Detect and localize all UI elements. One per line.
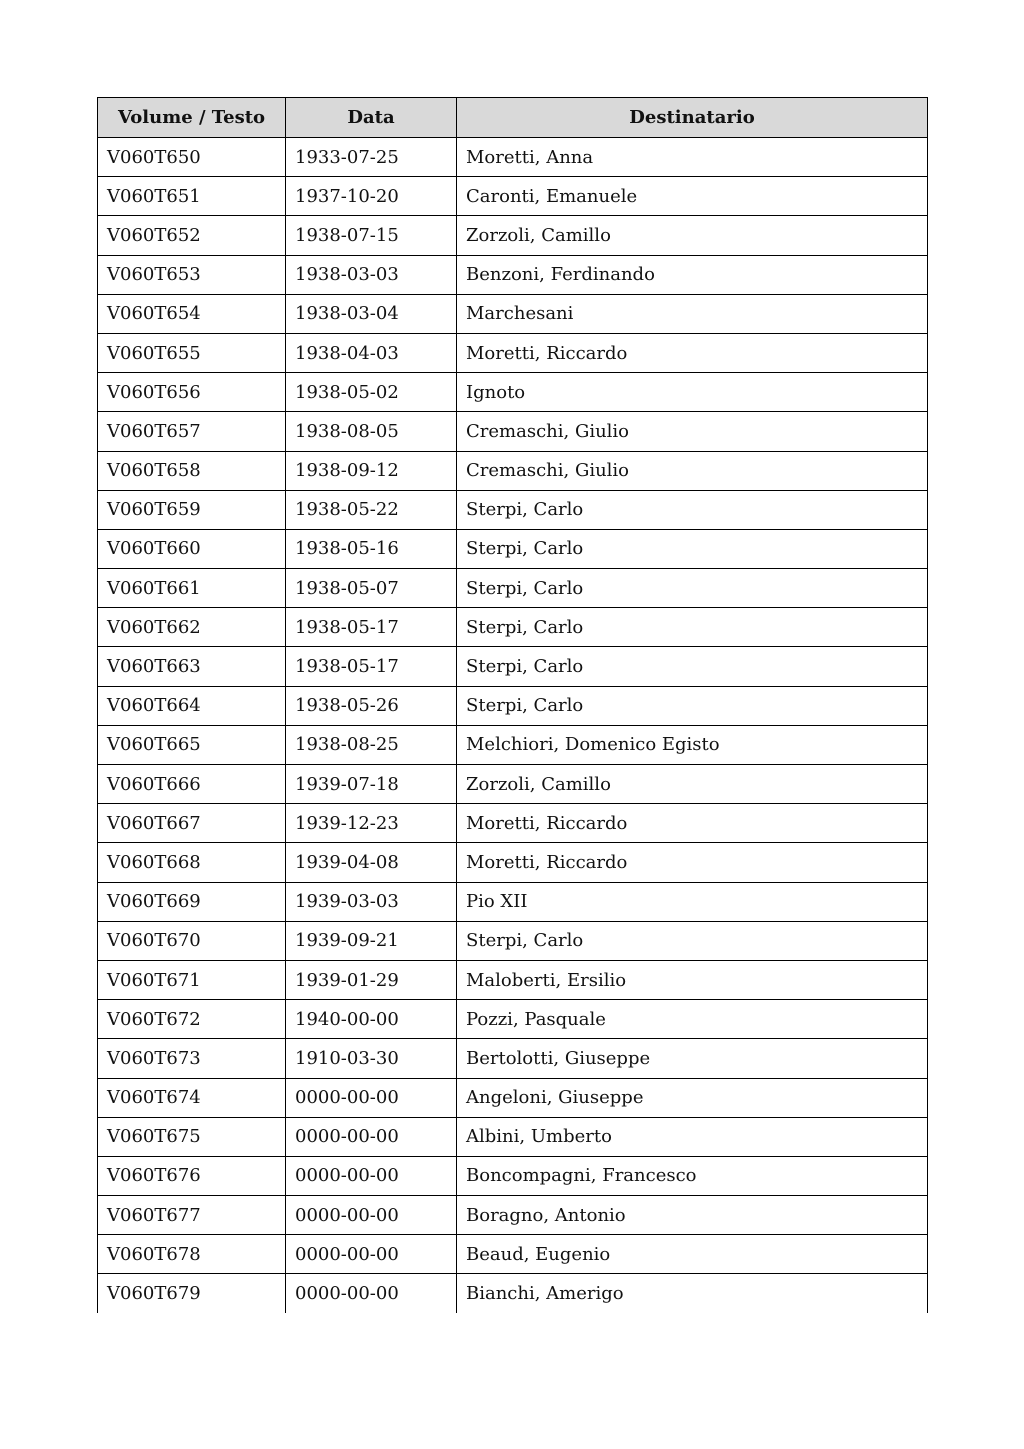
cell-data: 1940-00-00 — [286, 1000, 457, 1039]
cell-destinatario: Sterpi, Carlo — [457, 608, 928, 647]
table-row — [98, 1039, 928, 1078]
cell-volume-testo: V060T679 — [98, 1274, 286, 1313]
cell-destinatario: Moretti, Riccardo — [457, 804, 928, 843]
cell-destinatario: Albini, Umberto — [457, 1117, 928, 1156]
cell-data: 1910-03-30 — [286, 1039, 457, 1078]
cell-destinatario: Pio XII — [457, 882, 928, 921]
cell-data: 0000-00-00 — [286, 1156, 457, 1195]
cell-data: 1939-01-29 — [286, 960, 457, 999]
header-data: Data — [286, 98, 457, 138]
cell-destinatario: Bianchi, Amerigo — [457, 1274, 928, 1313]
cell-data: 1938-03-04 — [286, 294, 457, 333]
cell-destinatario: Marchesani — [457, 294, 928, 333]
cell-volume-testo: V060T667 — [98, 804, 286, 843]
cell-destinatario: Moretti, Riccardo — [457, 843, 928, 882]
cell-volume-testo: V060T678 — [98, 1235, 286, 1274]
table-row — [98, 882, 928, 921]
cell-volume-testo: V060T656 — [98, 373, 286, 412]
cell-destinatario: Benzoni, Ferdinando — [457, 255, 928, 294]
table-row — [98, 490, 928, 529]
table-body — [98, 138, 928, 1314]
table-row — [98, 804, 928, 843]
cell-volume-testo: V060T670 — [98, 921, 286, 960]
table-row — [98, 1000, 928, 1039]
cell-volume-testo: V060T657 — [98, 412, 286, 451]
table-row — [98, 412, 928, 451]
table-row — [98, 373, 928, 412]
cell-volume-testo: V060T664 — [98, 686, 286, 725]
cell-data: 1933-07-25 — [286, 138, 457, 177]
table-row — [98, 1196, 928, 1235]
cell-volume-testo: V060T660 — [98, 529, 286, 568]
cell-destinatario: Cremaschi, Giulio — [457, 412, 928, 451]
table-row — [98, 1274, 928, 1313]
cell-destinatario: Bertolotti, Giuseppe — [457, 1039, 928, 1078]
cell-volume-testo: V060T669 — [98, 882, 286, 921]
cell-destinatario: Boncompagni, Francesco — [457, 1156, 928, 1195]
table-row — [98, 1078, 928, 1117]
cell-data: 0000-00-00 — [286, 1078, 457, 1117]
table-row — [98, 569, 928, 608]
table-row — [98, 216, 928, 255]
cell-destinatario: Sterpi, Carlo — [457, 686, 928, 725]
cell-volume-testo: V060T676 — [98, 1156, 286, 1195]
cell-data: 0000-00-00 — [286, 1196, 457, 1235]
cell-data: 1938-05-26 — [286, 686, 457, 725]
cell-data: 1939-03-03 — [286, 882, 457, 921]
cell-destinatario: Sterpi, Carlo — [457, 569, 928, 608]
table-row — [98, 1235, 928, 1274]
cell-destinatario: Angeloni, Giuseppe — [457, 1078, 928, 1117]
table-row — [98, 843, 928, 882]
cell-data: 1939-04-08 — [286, 843, 457, 882]
cell-data: 0000-00-00 — [286, 1117, 457, 1156]
cell-volume-testo: V060T671 — [98, 960, 286, 999]
cell-volume-testo: V060T674 — [98, 1078, 286, 1117]
cell-volume-testo: V060T658 — [98, 451, 286, 490]
table-row — [98, 1117, 928, 1156]
cell-data: 1938-07-15 — [286, 216, 457, 255]
cell-destinatario: Cremaschi, Giulio — [457, 451, 928, 490]
cell-data: 1938-04-03 — [286, 333, 457, 372]
cell-data: 1938-08-25 — [286, 725, 457, 764]
cell-volume-testo: V060T677 — [98, 1196, 286, 1235]
header-volume-testo: Volume / Testo — [98, 98, 286, 138]
cell-volume-testo: V060T668 — [98, 843, 286, 882]
table-row — [98, 765, 928, 804]
header-destinatario: Destinatario — [457, 98, 928, 138]
cell-destinatario: Zorzoli, Camillo — [457, 216, 928, 255]
cell-volume-testo: V060T651 — [98, 177, 286, 216]
table-header — [98, 98, 928, 138]
table-row — [98, 725, 928, 764]
cell-data: 1938-05-02 — [286, 373, 457, 412]
cell-volume-testo: V060T663 — [98, 647, 286, 686]
cell-data: 1939-12-23 — [286, 804, 457, 843]
cell-data: 0000-00-00 — [286, 1274, 457, 1313]
cell-data: 0000-00-00 — [286, 1235, 457, 1274]
header-row — [98, 98, 928, 138]
cell-data: 1938-05-16 — [286, 529, 457, 568]
cell-volume-testo: V060T659 — [98, 490, 286, 529]
cell-volume-testo: V060T665 — [98, 725, 286, 764]
cell-destinatario: Sterpi, Carlo — [457, 647, 928, 686]
cell-destinatario: Moretti, Riccardo — [457, 333, 928, 372]
cell-destinatario: Boragno, Antonio — [457, 1196, 928, 1235]
cell-data: 1938-03-03 — [286, 255, 457, 294]
cell-destinatario: Sterpi, Carlo — [457, 490, 928, 529]
cell-data: 1938-05-22 — [286, 490, 457, 529]
cell-data: 1938-05-07 — [286, 569, 457, 608]
table-row — [98, 686, 928, 725]
cell-volume-testo: V060T662 — [98, 608, 286, 647]
cell-destinatario: Sterpi, Carlo — [457, 921, 928, 960]
table-row — [98, 177, 928, 216]
cell-destinatario: Melchiori, Domenico Egisto — [457, 725, 928, 764]
cell-data: 1939-07-18 — [286, 765, 457, 804]
cell-destinatario: Beaud, Eugenio — [457, 1235, 928, 1274]
cell-destinatario: Ignoto — [457, 373, 928, 412]
cell-volume-testo: V060T675 — [98, 1117, 286, 1156]
cell-destinatario: Pozzi, Pasquale — [457, 1000, 928, 1039]
table-row — [98, 921, 928, 960]
cell-destinatario: Zorzoli, Camillo — [457, 765, 928, 804]
cell-volume-testo: V060T653 — [98, 255, 286, 294]
cell-volume-testo: V060T650 — [98, 138, 286, 177]
cell-destinatario: Moretti, Anna — [457, 138, 928, 177]
cell-volume-testo: V060T652 — [98, 216, 286, 255]
cell-data: 1938-05-17 — [286, 608, 457, 647]
cell-destinatario: Sterpi, Carlo — [457, 529, 928, 568]
table-row — [98, 960, 928, 999]
table-row — [98, 647, 928, 686]
cell-volume-testo: V060T672 — [98, 1000, 286, 1039]
table-row — [98, 1156, 928, 1195]
table-row — [98, 333, 928, 372]
table-row — [98, 255, 928, 294]
cell-destinatario: Maloberti, Ersilio — [457, 960, 928, 999]
cell-volume-testo: V060T654 — [98, 294, 286, 333]
cell-data: 1938-05-17 — [286, 647, 457, 686]
table-row — [98, 451, 928, 490]
cell-data: 1939-09-21 — [286, 921, 457, 960]
table-row — [98, 294, 928, 333]
cell-volume-testo: V060T666 — [98, 765, 286, 804]
cell-destinatario: Caronti, Emanuele — [457, 177, 928, 216]
table-row — [98, 138, 928, 177]
letters-table — [97, 97, 928, 1313]
table-row — [98, 608, 928, 647]
table-row — [98, 529, 928, 568]
cell-volume-testo: V060T673 — [98, 1039, 286, 1078]
cell-data: 1937-10-20 — [286, 177, 457, 216]
cell-data: 1938-09-12 — [286, 451, 457, 490]
cell-volume-testo: V060T655 — [98, 333, 286, 372]
cell-volume-testo: V060T661 — [98, 569, 286, 608]
cell-data: 1938-08-05 — [286, 412, 457, 451]
